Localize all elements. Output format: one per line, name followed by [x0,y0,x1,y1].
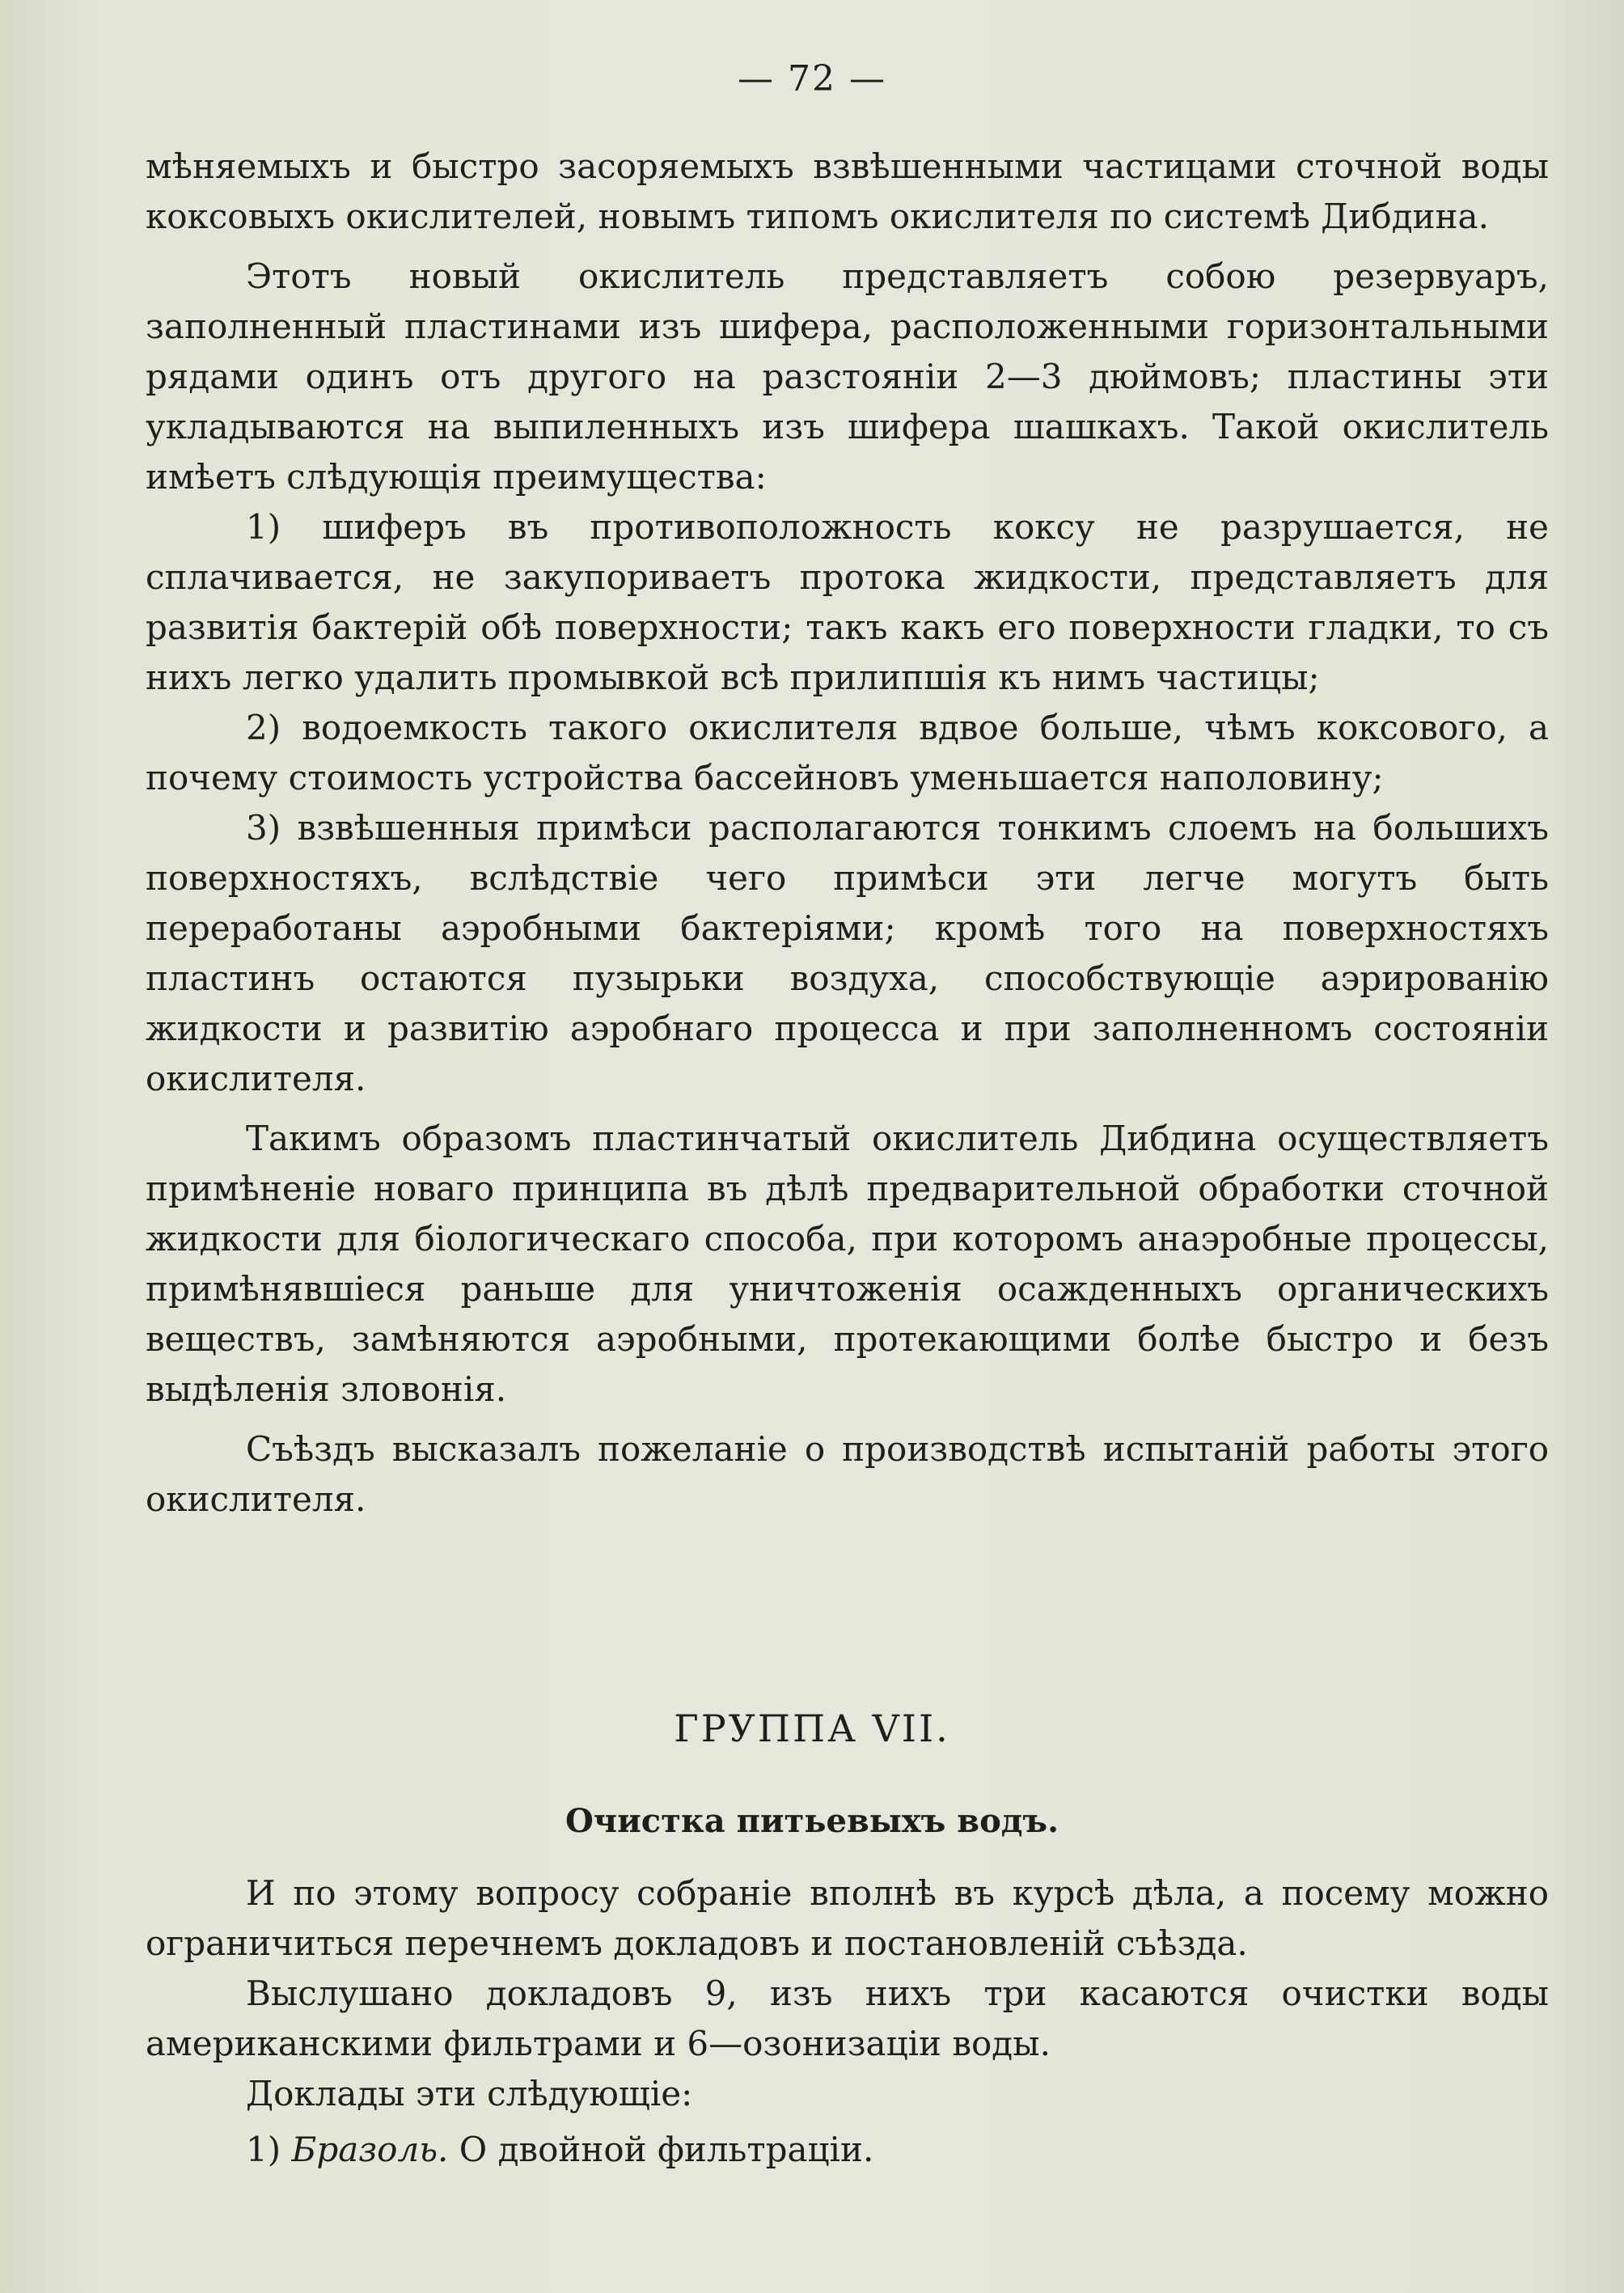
report-item-number: 1) [246,2130,281,2169]
paragraph-oxidizer-description: Этотъ новый окислитель представляетъ собою резервуаръ, заполненный пластинами изъ шифера, расположенными горизонтальными рядами одинъ отъ другого на разстояніи 2—3 дюймовъ; пластины эти укладываются на выпиленныхъ изъ шифера шашкахъ. Такой окислитель имѣетъ слѣдующія преимущества: [146,256,1549,497]
paragraph-reports-list-intro: Доклады эти слѣдующіе: [246,2074,693,2113]
advantage-item-1: 1) шиферъ въ противоположность коксу не разрушается, не сплачивается, не закупориваетъ протока жидкости, представляетъ для развитія бактерій обѣ поверхности; такъ какъ его поверхности гладки, то съ нихъ легко удалить промывкой всѣ прилипшія къ нимъ частицы; [146,507,1549,697]
paragraph-continuation: мѣняемыхъ и быстро засоряемыхъ взвѣшенными частицами сточной воды коксовыхъ окислителей, новымъ типомъ окислителя по системѣ Дибдина. [146,146,1549,236]
section-heading: Очистка питьевыхъ водъ. [565,1802,1059,1840]
text-block-top [146,142,1549,1525]
advantage-item-3: 3) взвѣшенныя примѣси располагаются тонкимъ слоемъ на большихъ поверхностяхъ, вслѣдствіе чего примѣси эти легче могутъ быть переработаны аэробными бактеріями; кромѣ того на поверхностяхъ пластинъ остаются пузырьки воздуха, способствующіе аэрированію жидкости и развитію аэробнаго процесса и при заполненномъ состояніи окислителя. [146,808,1549,1098]
report-item-author: Бразоль. [291,2130,449,2169]
report-list-item [246,2125,873,2175]
paragraph-congress-wish: Съѣздъ высказалъ пожеланіе о производствѣ испытаній работы этого окислителя. [146,1429,1549,1519]
paragraph-intro: И по этому вопросу собраніе вполнѣ въ курсѣ дѣла, а посему можно ограничиться перечнемъ докладовъ и постановленій съѣзда. [146,1873,1549,1963]
paragraph-conclusion: Такимъ образомъ пластинчатый окислитель Дибдина осуществляетъ примѣненіе новаго принципа въ дѣлѣ предварительной обработки сточной жидкости для біологическаго способа, при которомъ анаэробные процессы, примѣнявшіеся раньше для уничтоженія осажденныхъ органическихъ веществъ, замѣняются аэробными, протекающими болѣе быстро и безъ выдѣленія зловонія. [146,1119,1549,1409]
group-heading: ГРУППА VII. [674,1707,950,1750]
page-number: — 72 — [738,58,886,99]
report-item-title: О двойной фильтраціи. [459,2130,874,2169]
paragraph-reports-count: Выслушано докладовъ 9, изъ нихъ три касаются очистки воды американскими фильтрами и 6—озонизаціи воды. [146,1974,1549,2063]
text-block-bottom [146,1868,1549,2119]
advantage-item-2: 2) водоемкость такого окислителя вдвое больше, чѣмъ коксового, а почему стоимость устройства бассейновъ уменьшается наполовину; [146,708,1549,797]
